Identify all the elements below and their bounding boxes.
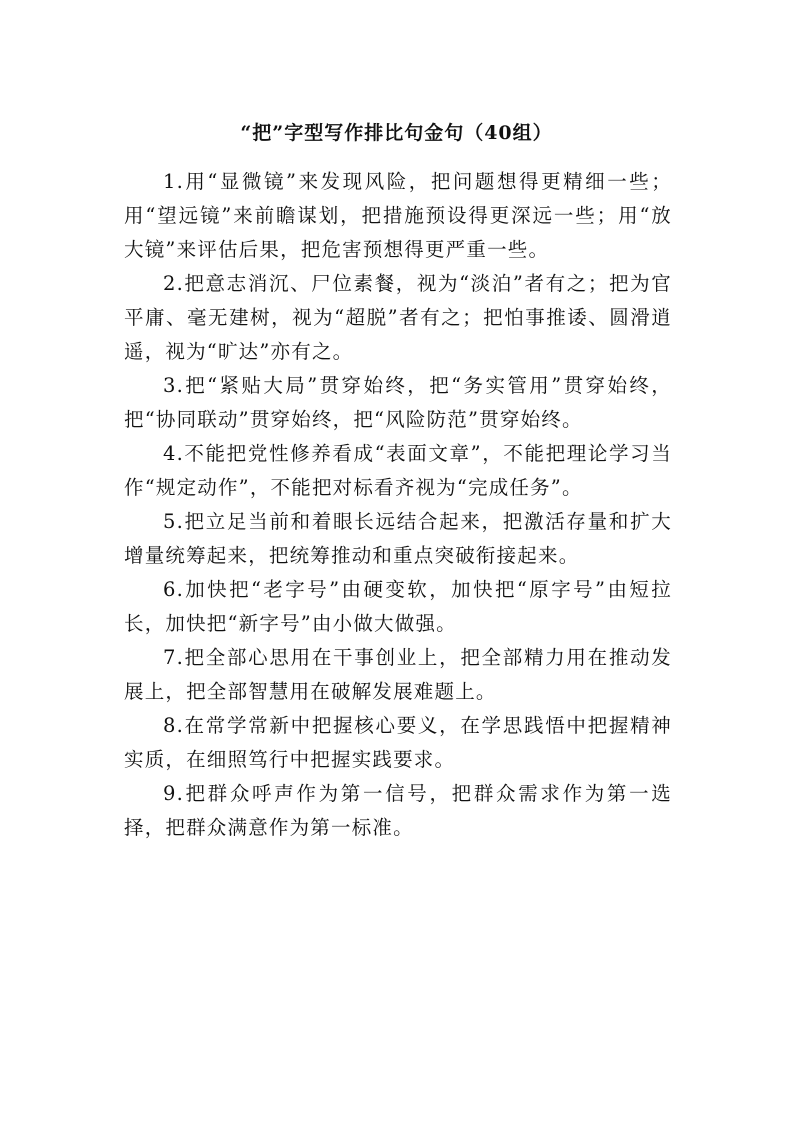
document-title: “把”字型写作排比句金句（40组） xyxy=(240,122,553,144)
document-body xyxy=(124,165,672,845)
paragraph-8: 8.在常学常新中把握核心要义，在学思践悟中把握精神实质，在细照笃行中把握实践要求。 xyxy=(124,714,672,771)
paragraph-9: 9.把群众呼声作为第一信号，把群众需求作为第一选择，把群众满意作为第一标准。 xyxy=(124,782,672,839)
paragraph-2: 2.把意志消沉、尸位素餐，视为“淡泊”者有之；把为官平庸、毫无建树，视为“超脱”者有之；把怕事推诿、圆滑逍遥，视为“旷达”亦有之。 xyxy=(124,272,672,363)
paragraph-1: 1.用“显微镜”来发现风险，把问题想得更精细一些；用“望远镜”来前瞻谋划，把措施预设得更深远一些；用“放大镜”来评估后果，把危害预想得更严重一些。 xyxy=(124,170,672,261)
paragraph-6: 6.加快把“老字号”由硬变软，加快把“原字号”由短拉长，加快把“新字号”由小做大做强。 xyxy=(124,578,672,635)
paragraph-3: 3.把“紧贴大局”贯穿始终，把“务实管用”贯穿始终，把“协同联动”贯穿始终，把“风险防范”贯穿始终。 xyxy=(124,374,672,431)
paragraph-4: 4.不能把党性修养看成“表面文章”，不能把理论学习当作“规定动作”，不能把对标看齐视为“完成任务”。 xyxy=(124,442,672,499)
paragraph-5: 5.把立足当前和着眼长远结合起来，把激活存量和扩大增量统筹起来，把统筹推动和重点突破衔接起来。 xyxy=(124,510,672,567)
paragraph-7: 7.把全部心思用在干事创业上，把全部精力用在推动发展上，把全部智慧用在破解发展难题上。 xyxy=(124,646,672,703)
